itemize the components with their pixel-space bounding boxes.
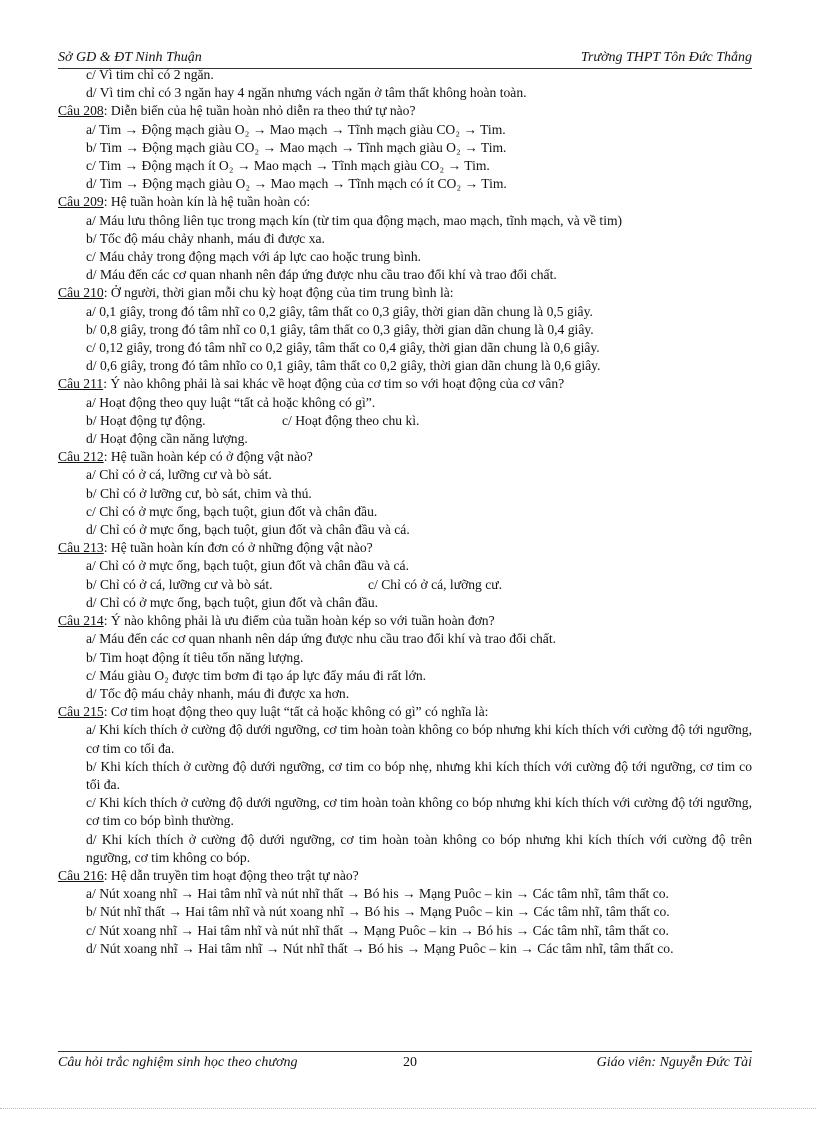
question-text: : Ý nào không phải là sai khác về hoạt động của cơ tim so với hoạt động của cơ vân? bbox=[103, 376, 565, 392]
option-c: c/ Chỉ có ở cá, lưỡng cư. bbox=[368, 576, 503, 592]
option-d: d/ Chỉ có ở mực ống, bạch tuột, giun đốt và chân đầu và cá. bbox=[86, 522, 410, 538]
page-footer bbox=[58, 1051, 752, 1072]
option-c: c/ Máu chảy trong động mạch với áp lực cao hoặc trung bình. bbox=[86, 249, 422, 265]
question-text: : Hệ tuần hoàn kín là hệ tuần hoàn có: bbox=[103, 194, 311, 210]
question-number: Câu 215 bbox=[58, 704, 104, 720]
question-text: : Ý nào không phải là ưu điểm của tuần hoàn kép so với tuần hoàn đơn? bbox=[103, 613, 495, 629]
option-d: d/ Khi kích thích ở cường độ dưới ngưỡng, cơ tim hoàn toàn không co bóp nhưng khi kích thích với cường độ trên ngưỡng, cơ tim không co bóp. bbox=[86, 831, 752, 865]
option-b: b/ Khi kích thích ở cường độ dưới ngưỡng, cơ tim co bóp nhẹ, nhưng khi kích thích với cường độ tới ngưỡng, cơ tim co tối đa. bbox=[86, 758, 752, 792]
option-d: d/ Hoạt động cần năng lượng. bbox=[86, 431, 248, 447]
question-number: Câu 214 bbox=[58, 613, 104, 629]
option-c: c/ Máu giàu O₂ được tim bơm đi tạo áp lực đẩy máu đi rất lớn. bbox=[86, 667, 427, 683]
option-b: b/ Tim hoạt động ít tiêu tốn năng lượng. bbox=[86, 649, 304, 665]
option-a: a/ Hoạt động theo quy luật “tất cả hoặc không có gì”. bbox=[86, 394, 376, 410]
option-b: b/ 0,8 giây, trong đó tâm nhĩ co 0,1 giây, tâm thất co 0,3 giây, thời gian dãn chung là 0,4 giây. bbox=[86, 321, 594, 337]
option-d: d/ Tim → Động mạch giàu O₂ → Mao mạch → Tĩnh mạch có ít CO₂ → Tim. bbox=[86, 176, 507, 192]
page-bottom-divider bbox=[0, 1108, 816, 1109]
question-214 bbox=[58, 612, 752, 630]
question-text: : Hệ tuần hoàn kín đơn có ở những động vật nào? bbox=[103, 540, 373, 556]
option-c: c/ Nút xoang nhĩ → Hai tâm nhĩ và nút nhĩ thất → Mạng Puôc – kin → Bó his → Các tâm nhĩ, tâm thất co. bbox=[86, 922, 669, 938]
option-text: d/ Vì tim chỉ có 3 ngăn hay 4 ngăn nhưng vách ngăn ở tâm thất không hoàn toàn. bbox=[86, 85, 527, 101]
question-text: : Hệ tuần hoàn kép có ở động vật nào? bbox=[103, 449, 313, 465]
page-number: 20 bbox=[403, 1055, 417, 1070]
option-a: a/ Nút xoang nhĩ → Hai tâm nhĩ và nút nhĩ thất → Bó his → Mạng Puôc – kin → Các tâm nhĩ, tâm thất co. bbox=[86, 886, 669, 902]
option-b: b/ Nút nhĩ thất → Hai tâm nhĩ và nút xoang nhĩ → Bó his → Mạng Puôc – kin → Các tâm nhĩ, tâm thất co. bbox=[86, 904, 670, 920]
option-row-bc bbox=[86, 576, 752, 594]
header-school: Trường THPT Tôn Đức Thắng bbox=[580, 50, 752, 65]
question-213 bbox=[58, 539, 752, 557]
question-number: Câu 211 bbox=[58, 376, 104, 392]
question-216 bbox=[58, 867, 752, 885]
option-a: a/ Khi kích thích ở cường độ dưới ngưỡng, cơ tim hoàn toàn không co bóp nhưng khi kích thích với cường độ tới ngưỡng, cơ tim co tối đa. bbox=[86, 722, 752, 756]
question-210 bbox=[58, 284, 752, 302]
question-text: : Cơ tim hoạt động theo quy luật “tất cả hoặc không có gì” có nghĩa là: bbox=[103, 704, 489, 720]
option-b: b/ Chỉ có ở lưỡng cư, bò sát, chim và thú. bbox=[86, 485, 312, 501]
option-d: d/ Máu đến các cơ quan nhanh nên đáp ứng được nhu cầu trao đổi khí và trao đổi chất. bbox=[86, 267, 557, 283]
question-text: : Diễn biến của hệ tuần hoàn nhỏ diễn ra theo thứ tự nào? bbox=[103, 103, 416, 119]
question-211 bbox=[58, 375, 752, 393]
option-d: d/ 0,6 giây, trong đó tâm nhĩo co 0,1 giây, tâm thất co 0,2 giây, thời gian dãn chung là 0,6 giây. bbox=[86, 358, 601, 374]
option-c: c/ 0,12 giây, trong đó tâm nhĩ co 0,2 giây, tâm thất co 0,4 giây, thời gian dãn chung là 0,6 giây. bbox=[86, 340, 600, 356]
option-b: b/ Tốc độ máu chảy nhanh, máu đi được xa. bbox=[86, 230, 325, 246]
question-number: Câu 209 bbox=[58, 194, 104, 210]
question-208 bbox=[58, 102, 752, 120]
question-number: Câu 213 bbox=[58, 540, 104, 556]
question-number: Câu 212 bbox=[58, 449, 104, 465]
option-text: c/ Vì tim chỉ có 2 ngăn. bbox=[86, 67, 214, 82]
option-a: a/ Chỉ có ở mực ống, bạch tuột, giun đốt và chân đầu và cá. bbox=[86, 558, 409, 574]
question-text: : Hệ dẫn truyền tim hoạt động theo trật tự nào? bbox=[103, 867, 359, 883]
question-content bbox=[58, 66, 752, 958]
option-c: c/ Khi kích thích ở cường độ dưới ngưỡng, cơ tim hoàn toàn không co bóp nhưng khi kích thích với cường độ tới ngưỡng, cơ tim co bóp bình thường. bbox=[86, 795, 752, 829]
option-a: a/ Tim → Động mạch giàu O₂ → Mao mạch → Tĩnh mạch giàu CO₂ → Tim. bbox=[86, 121, 506, 137]
option-d: d/ Nút xoang nhĩ → Hai tâm nhĩ → Nút nhĩ thất → Bó his → Mạng Puôc – kin → Các tâm nhĩ, tâm thất co. bbox=[86, 940, 674, 956]
question-number: Câu 210 bbox=[58, 285, 104, 301]
option-a: a/ Máu đến các cơ quan nhanh nên dáp ứng được nhu cầu trao đổi khí và trao đổi chất. bbox=[86, 631, 556, 647]
option-b: b/ Chỉ có ở cá, lưỡng cư và bò sát. bbox=[86, 576, 273, 592]
question-number: Câu 208 bbox=[58, 103, 104, 119]
question-212 bbox=[58, 448, 752, 466]
option-row-bc bbox=[86, 412, 752, 430]
option-a: a/ Máu lưu thông liên tục trong mạch kín (từ tim qua động mạch, mao mạch, tĩnh mạch, và về tim) bbox=[86, 212, 623, 228]
option-b: b/ Tim → Động mạch giàu CO₂ → Mao mạch → Tĩnh mạch giàu O₂ → Tim. bbox=[86, 139, 507, 155]
option-c: c/ Chỉ có ở mực ống, bạch tuột, giun đốt và chân đầu. bbox=[86, 503, 378, 519]
question-number: Câu 216 bbox=[58, 867, 104, 883]
question-209 bbox=[58, 193, 752, 211]
option-d: d/ Chỉ có ở mực ống, bạch tuột, giun đốt và chân đầu. bbox=[86, 594, 379, 610]
option-c: c/ Hoạt động theo chu kì. bbox=[282, 412, 420, 428]
option-b: b/ Hoạt động tự động. bbox=[86, 412, 206, 428]
option-d: d/ Tốc độ máu chảy nhanh, máu đi được xa hơn. bbox=[86, 685, 350, 701]
header-department: Sở GD & ĐT Ninh Thuận bbox=[58, 50, 202, 65]
question-215 bbox=[58, 703, 752, 721]
option-c: c/ Tim → Động mạch ít O₂ → Mao mạch → Tĩnh mạch giàu CO₂ → Tim. bbox=[86, 158, 490, 174]
footer-teacher: Giáo viên: Nguyễn Đức Tài bbox=[596, 1055, 752, 1070]
question-text: : Ở người, thời gian mỗi chu kỳ hoạt động của tim trung bình là: bbox=[103, 285, 454, 301]
footer-title: Câu hỏi trắc nghiệm sinh học theo chương bbox=[58, 1055, 298, 1070]
option-a: a/ Chỉ có ở cá, lưỡng cư và bò sát. bbox=[86, 467, 272, 483]
option-a: a/ 0,1 giây, trong đó tâm nhĩ co 0,2 giây, tâm thất co 0,3 giây, thời gian dãn chung là 0,5 giây. bbox=[86, 303, 593, 319]
